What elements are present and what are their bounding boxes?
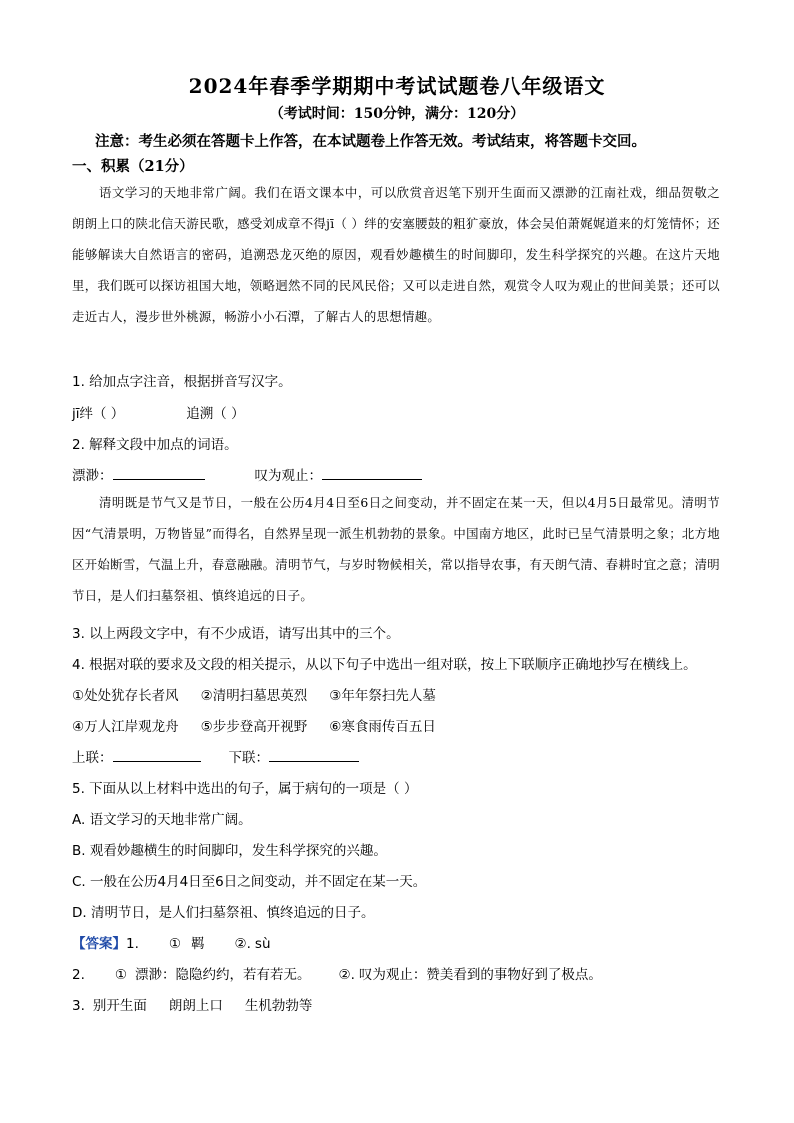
q4-options-row-2 [72,715,436,735]
answer-2 [72,963,602,983]
question-1: 1. 给加点字注音，根据拼音写汉字。 [72,374,292,390]
q5-option-b: B. 观看妙趣横生的时间脚印，发生科学探究的兴趣。 [72,843,387,859]
q5-option-a: A. 语文学习的天地非常广阔。 [72,812,252,828]
answer-text: 生机勃勃等 [244,998,313,1014]
answer-tag: 【答案】 [72,936,126,952]
question-3: 3. 以上两段文字中，有不少成语，请写出其中的三个。 [72,626,400,642]
answer-mark: ① [114,967,127,983]
q4-option: ①处处犹存长者风 [72,688,179,704]
q4-upper-label: 上联： [72,750,113,766]
page-title: 2024年春季学期期中考试试题卷八年级语文 [188,74,606,98]
question-4: 4. 根据对联的要求及文段的相关提示，从以下句子中选出一组对联，按上下联顺序正确地抄写在横线上。 [72,657,697,673]
question-1-items [72,402,245,422]
q1-item-a: jī绊（ ） [72,406,125,422]
question-5: 5. 下面从以上材料中选出的句子，属于病句的一项是（ ） [72,781,418,797]
passage-2: 清明既是节气又是节日，一般在公历4月4日至6日之间变动，并不固定在某一天，但以4月5日最常见。清明节因“气清景明，万物皆显”而得名，自然界呈现一派生机勃勃的景象。中国南方地区，此时已呈气清景明之象；北方地区开始断雪，气温上升，春意融融。清明节气，与岁时物候相关，常以指导农事，有天朗气清、春耕时宜之意；清明节日，是人们扫墓祭祖、慎终追远的日子。 [72,495,720,603]
answer-3 [72,994,312,1014]
q5-option-c: C. 一般在公历4月4日至6日之间变动，并不固定在某一天。 [72,874,427,890]
answer-text: 羁 [191,936,205,952]
q1-item-b: 追溯（ ） [186,406,245,422]
answer-mark: ②. [234,936,251,952]
answer-text: sù [254,936,271,952]
q4-option: ⑤步步登高开视野 [200,719,308,735]
answer-number: 1. [126,936,139,952]
q4-option: ③年年祭扫先人墓 [329,688,436,704]
answer-blank[interactable] [269,747,359,762]
q5-option-d: D. 清明节日，是人们扫墓祭祖、慎终追远的日子。 [72,905,375,921]
q2-label-a: 漂渺： [72,468,113,484]
q4-option: ②清明扫墓思英烈 [200,688,308,704]
answer-blank[interactable] [113,747,201,762]
q4-option: ④万人江岸观龙舟 [72,719,179,735]
answer-mark: ②. [338,967,355,983]
q4-option: ⑥寒食雨传百五日 [329,719,436,735]
passage-1: 语文学习的天地非常广阔。我们在语文课本中，可以欣赏音迟笔下别开生面而又漂渺的江南社戏，细品贺敬之朗朗上口的陕北信天游民歌，感受刘成章不得jī（ ）绊的安塞腰鼓的粗犷豪放，体会吴伯萧娓娓道来的灯笼情怀；还能够解读大自然语言的密码，追溯恐龙灭绝的原因，观看妙趣横生的时间脚印，发生科学探究的兴趣。在这片天地里，我们既可以探访祖国大地，领略迥然不同的民风民俗；又可以走进自然，观赏令人叹为观止的世间美景；还可以走近古人，漫步世外桃源，畅游小小石潭，了解古人的思想情趣。 [72,185,720,324]
answer-text: 叹为观止：赞美看到的事物好到了极点。 [358,967,602,983]
answer-number: 3. [72,998,85,1014]
exam-info: （考试时间：150分钟，满分：120分） [269,106,525,122]
question-2: 2. 解释文段中加点的词语。 [72,437,238,453]
answer-text: 别开生面 [92,998,147,1014]
exam-notice: 注意：考生必须在答题卡上作答，在本试题卷上作答无效。考试结束，将答题卡交回。 [95,133,646,150]
answer-blank[interactable] [322,465,422,480]
question-2-blanks [72,464,422,484]
q4-couplet-blanks [72,746,359,766]
answer-blank[interactable] [113,465,205,480]
section-heading: 一、积累（21分） [72,158,194,175]
q2-label-b: 叹为观止： [254,468,322,484]
answer-number: 2. [72,967,85,983]
answer-1 [72,932,271,952]
answer-text: 朗朗上口 [168,998,223,1014]
answer-mark: ① [168,936,181,952]
answer-text: 漂渺：隐隐约约，若有若无。 [135,967,311,983]
q4-options-row-1 [72,684,436,704]
q4-lower-label: 下联： [228,750,269,766]
